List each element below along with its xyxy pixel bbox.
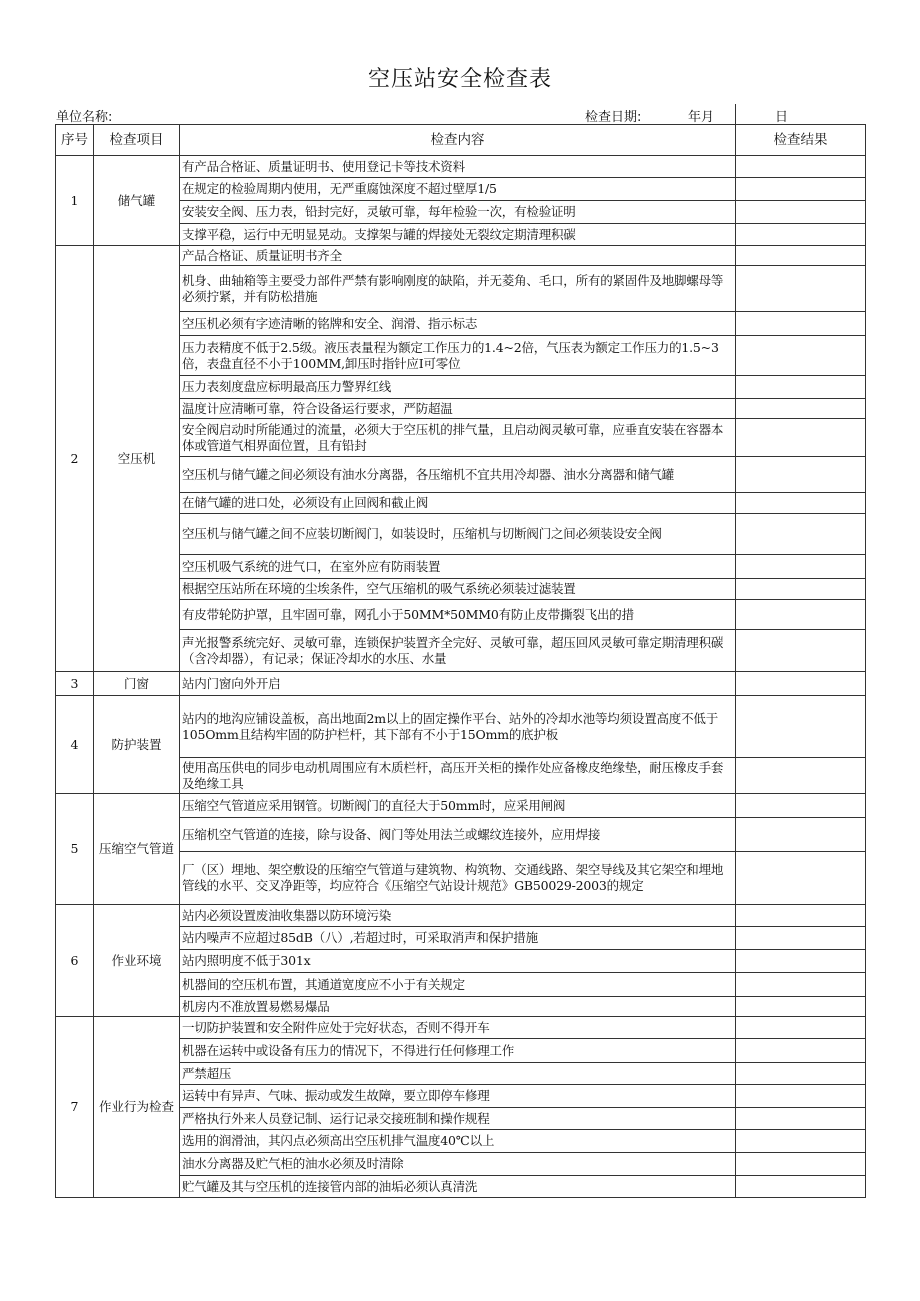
check-content: 有产品合格证、质量证明书、使用登记卡等技术资料 [180, 156, 736, 178]
check-content: 站内照明度不低于301x [180, 950, 736, 973]
check-result-cell[interactable] [736, 794, 866, 818]
check-content: 厂（区）埋地、架空敷设的压缩空气管道与建筑物、构筑物、交通线路、架空导线及其它架空和埋地管线的水平、交叉净距等，均应符合《压缩空气站设计规范》GB50029-2003的规定 [180, 852, 736, 905]
check-result-cell[interactable] [736, 457, 866, 493]
check-content: 在储气罐的进口处，必须设有止回阀和截止阀 [180, 493, 736, 514]
check-result-cell[interactable] [736, 630, 866, 672]
check-content: 机器间的空压机布置，其通道宽度应不小于有关规定 [180, 973, 736, 997]
check-result-cell[interactable] [736, 266, 866, 312]
table-row [56, 1017, 866, 1039]
section-number: 1 [56, 156, 94, 246]
check-result-cell[interactable] [736, 973, 866, 997]
section-item: 作业行为检查 [94, 1017, 180, 1198]
check-content: 有皮带轮防护罩，且牢固可靠，网孔小于50MM*50MM0有防止皮带撕裂飞出的措 [180, 600, 736, 630]
col-header-number: 序号 [56, 125, 94, 156]
check-content: 站内必须设置废油收集器以防环境污染 [180, 905, 736, 927]
check-result-cell[interactable] [736, 1130, 866, 1153]
section-number: 4 [56, 696, 94, 794]
check-result-cell[interactable] [736, 927, 866, 950]
check-result-cell[interactable] [736, 1153, 866, 1176]
check-content: 温度计应清晰可靠，符合设备运行要求，严防超温 [180, 399, 736, 419]
table-row [56, 246, 866, 266]
section-number: 7 [56, 1017, 94, 1198]
check-content: 空压机吸气系统的进气口，在室外应有防雨装置 [180, 555, 736, 579]
check-result-cell[interactable] [736, 201, 866, 224]
check-result-cell[interactable] [736, 336, 866, 376]
col-header-content: 检查内容 [180, 125, 736, 156]
check-content: 声光报警系统完好、灵敏可靠，连锁保护装置齐全完好、灵敏可靠，超压回风灵敏可靠定期清理积碳（含冷却器），有记录；保证冷却水的水压、水量 [180, 630, 736, 672]
check-content: 贮气罐及其与空压机的连接管内部的油垢必须认真清洗 [180, 1176, 736, 1198]
check-content: 在规定的检验周期内使用，无严重腐蚀深度不超过壁厚1/5 [180, 178, 736, 201]
table-header-row [56, 125, 866, 156]
table-row [56, 156, 866, 178]
check-content: 油水分离器及贮气柜的油水必须及时清除 [180, 1153, 736, 1176]
check-content: 站内噪声不应超过85dB（八）,若超过时，可采取消声和保护措施 [180, 927, 736, 950]
unit-name-label: 单位名称: [56, 110, 113, 125]
check-content: 压力表刻度盘应标明最高压力警界红线 [180, 376, 736, 399]
check-content: 空压机与储气罐之间必须设有油水分离器，各压缩机不宜共用冷却器、油水分离器和储气罐 [180, 457, 736, 493]
check-result-cell[interactable] [736, 1063, 866, 1085]
section-item: 储气罐 [94, 156, 180, 246]
check-content: 安全阀启动时所能通过的流量，必须大于空压机的排气量，且启动阀灵敏可靠，应垂直安装在容器本体或管道气相界面位置，且有铅封 [180, 419, 736, 457]
date-divider [735, 104, 736, 124]
check-result-cell[interactable] [736, 493, 866, 514]
check-content: 空压机必须有字迹清晰的铭牌和安全、润滑、指示标志 [180, 312, 736, 336]
check-result-cell[interactable] [736, 758, 866, 794]
section-item: 门窗 [94, 672, 180, 696]
year-month-label: 年月 [688, 110, 715, 125]
check-result-cell[interactable] [736, 246, 866, 266]
section-number: 6 [56, 905, 94, 1017]
check-result-cell[interactable] [736, 224, 866, 246]
check-result-cell[interactable] [736, 997, 866, 1017]
table-row [56, 696, 866, 758]
check-content: 选用的润滑油，其闪点必须高出空压机排气温度40℃以上 [180, 1130, 736, 1153]
check-result-cell[interactable] [736, 514, 866, 555]
check-content: 一切防护装置和安全附件应处于完好状态，否则不得开车 [180, 1017, 736, 1039]
section-number: 2 [56, 246, 94, 672]
check-result-cell[interactable] [736, 600, 866, 630]
section-item: 空压机 [94, 246, 180, 672]
check-result-cell[interactable] [736, 376, 866, 399]
check-content: 严格执行外来人员登记制、运行记录交接班制和操作规程 [180, 1108, 736, 1130]
check-result-cell[interactable] [736, 555, 866, 579]
check-result-cell[interactable] [736, 419, 866, 457]
col-header-result: 检查结果 [736, 125, 866, 156]
page-title: 空压站安全检查表 [367, 67, 552, 92]
check-result-cell[interactable] [736, 1039, 866, 1063]
check-result-cell[interactable] [736, 852, 866, 905]
section-item: 防护装置 [94, 696, 180, 794]
check-result-cell[interactable] [736, 1085, 866, 1108]
check-content: 站内的地沟应铺设盖板，高出地面2m以上的固定操作平台、站外的冷却水池等均须设置高度不低于105Omm且结构牢固的防护栏杆，其下部有不小于15Omm的底护板 [180, 696, 736, 758]
check-content: 运转中有异声、气味、振动或发生故障，要立即停车修理 [180, 1085, 736, 1108]
inspection-table [55, 124, 866, 1198]
check-content: 支撑平稳，运行中无明显晃动。支撑架与罐的焊接处无裂纹定期清理积碳 [180, 224, 736, 246]
check-content: 压缩机空气管道的连接，除与设备、阀门等处用法兰或螺纹连接外，应用焊接 [180, 818, 736, 852]
check-result-cell[interactable] [736, 579, 866, 600]
check-content: 机身、曲轴箱等主要受力部件严禁有影响刚度的缺陷，并无菱角、毛口，所有的紧固件及地脚螺母等必须拧紧，并有防松措施 [180, 266, 736, 312]
check-content: 严禁超压 [180, 1063, 736, 1085]
check-content: 产品合格证、质量证明书齐全 [180, 246, 736, 266]
section-number: 5 [56, 794, 94, 905]
section-item: 压缩空气管道 [94, 794, 180, 905]
check-content: 安装安全阀、压力表，铅封完好，灵敏可靠，每年检验一次，有检验证明 [180, 201, 736, 224]
check-result-cell[interactable] [736, 1176, 866, 1198]
check-content: 压缩空气管道应采用钢管。切断阀门的直径大于50mm时，应采用闸阀 [180, 794, 736, 818]
section-number: 3 [56, 672, 94, 696]
check-result-cell[interactable] [736, 950, 866, 973]
table-row [56, 672, 866, 696]
check-content: 使用高压供电的同步电动机周围应有木质栏杆，高压开关柜的操作处应备橡皮绝缘垫，耐压橡皮手套及绝缘工具 [180, 758, 736, 794]
section-item: 作业环境 [94, 905, 180, 1017]
check-content: 机房内不准放置易燃易爆品 [180, 997, 736, 1017]
check-content: 机器在运转中或设备有压力的情况下，不得进行任何修理工作 [180, 1039, 736, 1063]
check-result-cell[interactable] [736, 696, 866, 758]
check-content: 站内门窗向外开启 [180, 672, 736, 696]
check-content: 根据空压站所在环境的尘埃条件，空气压缩机的吸气系统必须装过滤装置 [180, 579, 736, 600]
check-result-cell[interactable] [736, 672, 866, 696]
check-result-cell[interactable] [736, 818, 866, 852]
table-row [56, 794, 866, 818]
check-result-cell[interactable] [736, 156, 866, 178]
check-content: 压力表精度不低于2.5级。液压表量程为额定工作压力的1.4~2倍，气压表为额定工作压力的1.5~3倍，表盘直径不小于100MM,卸压时指针应I可零位 [180, 336, 736, 376]
check-result-cell[interactable] [736, 399, 866, 419]
check-result-cell[interactable] [736, 905, 866, 927]
check-content: 空压机与储气罐之间不应装切断阀门，如装设时，压缩机与切断阀门之间必须装设安全阀 [180, 514, 736, 555]
check-result-cell[interactable] [736, 1108, 866, 1130]
day-label: 日 [775, 110, 789, 125]
inspection-date-label: 检查日期: [585, 110, 642, 125]
check-result-cell[interactable] [736, 1017, 866, 1039]
table-row [56, 905, 866, 927]
col-header-item: 检查项目 [94, 125, 180, 156]
check-result-cell[interactable] [736, 312, 866, 336]
check-result-cell[interactable] [736, 178, 866, 201]
